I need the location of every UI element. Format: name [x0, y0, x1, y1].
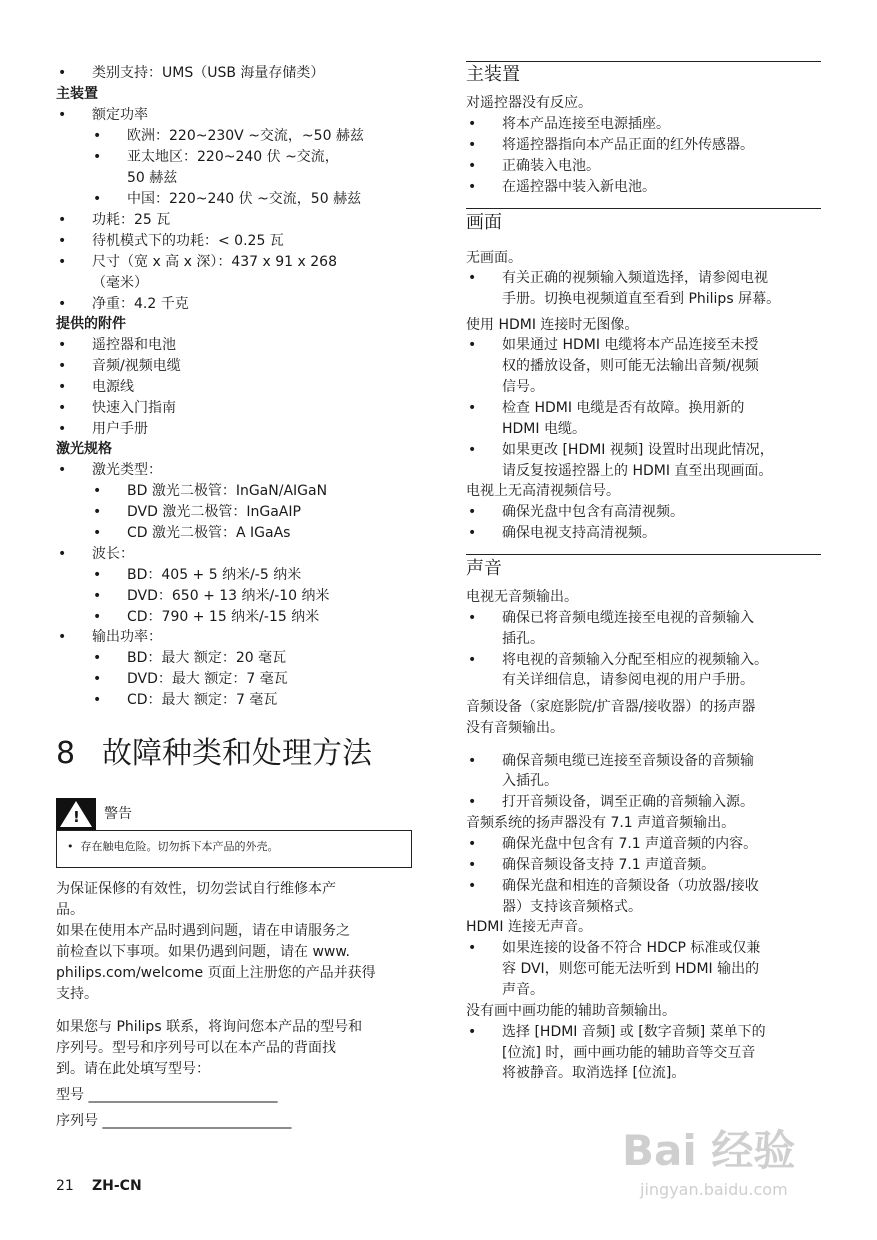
output-power-cd: • CD：最大 额定：7 毫瓦: [127, 690, 277, 710]
laser-type-cd: • CD 激光二极管：A IGaAs: [127, 523, 290, 543]
solution-item-cont: 器）支持该音频格式。: [502, 899, 642, 915]
issue-hdmi-no-sound: HDMI 连接无声音。: [466, 919, 592, 935]
solution-item-cont: 手册。切换电视频道直至看到 Philips 屏幕。: [502, 291, 781, 307]
chapter-number: 8: [56, 736, 76, 771]
net-weight: • 净重：4.2 千克: [92, 294, 189, 314]
model-number-field: 型号 ___________________________: [56, 1087, 278, 1103]
wavelength: • 波长：: [92, 544, 134, 564]
paragraph-warranty-cont: 品。: [56, 902, 84, 918]
solution-item: • 确保音频设备支持 7.1 声道音频。: [502, 855, 715, 875]
solution-item: • 确保光盘和相连的音频设备（功放器/接收: [502, 876, 759, 896]
warning-label: 警告: [104, 806, 132, 822]
solution-item: • 确保光盘中包含有 7.1 声道音频的内容。: [502, 834, 757, 854]
issue-tv-no-audio: 电视无音频输出。: [466, 589, 578, 605]
power-consumption: • 功耗：25 瓦: [92, 210, 170, 230]
issue-no-71-audio: 音频系统的扬声器没有 7.1 声道音频输出。: [466, 815, 736, 831]
paragraph-support: 如果在使用本产品时遇到问题，请在申请服务之: [56, 923, 350, 939]
section-rule: [466, 61, 821, 62]
issue-speaker-no-audio-cont: 没有音频输出。: [466, 720, 564, 736]
heading-main-unit-right: 主装置: [466, 64, 520, 85]
heading-accessories: 提供的附件: [56, 316, 126, 332]
solution-item: • 确保光盘中包含有高清视频。: [502, 502, 684, 522]
dimensions-unit: （毫米）: [92, 275, 148, 291]
output-power-dvd: • DVD：最大 额定：7 毫瓦: [127, 669, 288, 689]
paragraph-contact-cont: 序列号。型号和序列号可以在本产品的背面找: [56, 1040, 336, 1056]
solution-item-cont: 声音。: [502, 982, 544, 998]
output-power-bd: • BD：最大 额定：20 毫瓦: [127, 648, 286, 668]
laser-type-bd: • BD 激光二极管：InGaN/AIGaN: [127, 481, 327, 501]
solution-item: • 确保电视支持高清视频。: [502, 523, 656, 543]
paragraph-warranty: 为保证保修的有效性，切勿尝试自行维修本产: [56, 881, 336, 897]
solution-item-cont: 请反复按遥控器上的 HDMI 直至出现画面。: [502, 463, 773, 479]
solution-item: • 打开音频设备，调至正确的音频输入源。: [502, 792, 754, 812]
issue-no-picture: 无画面。: [466, 250, 522, 266]
laser-type-dvd: • DVD 激光二极管：InGaAIP: [127, 502, 301, 522]
page-number: 21: [56, 1178, 74, 1194]
chapter-title: 故障种类和处理方法: [102, 736, 372, 771]
solution-item-cont: 入插孔。: [502, 773, 558, 789]
solution-item-cont: 将被静音。取消选择 [位流]。: [502, 1065, 686, 1081]
accessory-item: • 电源线: [92, 377, 134, 397]
warning-box: [56, 830, 412, 868]
rated-power-ap: • 亚太地区：220~240 伏 ~交流，: [127, 147, 339, 167]
issue-pip-no-audio: 没有画中画功能的辅助音频输出。: [466, 1003, 676, 1019]
solution-item: • 有关正确的视频输入频道选择，请参阅电视: [502, 268, 768, 288]
paragraph-contact-cont: 到。请在此处填写型号：: [56, 1061, 210, 1077]
issue-hdmi-no-image: 使用 HDMI 连接时无图像。: [466, 317, 639, 333]
warning-icon: !: [56, 798, 96, 830]
issue-remote: 对遥控器没有反应。: [466, 95, 592, 111]
section-rule: [466, 554, 821, 555]
paragraph-support-cont: philips.com/welcome 页面上注册您的产品并获得: [56, 965, 376, 981]
standby-power: • 待机模式下的功耗：< 0.25 瓦: [92, 231, 284, 251]
laser-type: • 激光类型：: [92, 460, 162, 480]
accessory-item: • 用户手册: [92, 419, 148, 439]
solution-item-cont: [位流] 时，画中画功能的辅助音等交互音: [502, 1045, 756, 1061]
solution-item: • 将遥控器指向本产品正面的红外传感器。: [502, 135, 754, 155]
warning-text: • 存在触电危险。切勿拆下本产品的外壳。: [67, 840, 279, 853]
paragraph-support-cont: 前检查以下事项。如果仍遇到问题，请在 www.: [56, 944, 350, 960]
solution-item-cont: 容 DVI，则您可能无法听到 HDMI 输出的: [502, 961, 760, 977]
heading-sound: 声音: [466, 558, 502, 579]
solution-item: • 确保已将音频电缆连接至电视的音频输入: [502, 608, 754, 628]
solution-item-cont: 权的播放设备，则可能无法输出音频/视频: [502, 358, 759, 374]
solution-item: • 在遥控器中装入新电池。: [502, 177, 656, 197]
solution-item-cont: 信号。: [502, 379, 544, 395]
solution-item: • 确保音频电缆已连接至音频设备的音频输: [502, 751, 754, 771]
warning-header: [56, 798, 411, 830]
output-power: • 输出功率：: [92, 627, 162, 647]
rated-power-ap-cont: 50 赫兹: [127, 170, 178, 186]
paragraph-contact: 如果您与 Philips 联系，将询问您本产品的型号和: [56, 1019, 363, 1035]
solution-item-cont: HDMI 电缆。: [502, 421, 586, 437]
solution-item: • 如果通过 HDMI 电缆将本产品连接至未授: [502, 335, 758, 355]
rated-power: • 额定功率: [92, 105, 148, 125]
heading-picture: 画面: [466, 212, 502, 233]
solution-item: • 正确装入电池。: [502, 156, 600, 176]
wavelength-dvd: • DVD：650 + 13 纳米/-10 纳米: [127, 586, 330, 606]
watermark-logo: Bai 经验: [622, 1126, 796, 1175]
issue-no-hd-signal: 电视上无高清视频信号。: [466, 483, 620, 499]
left-line-ums: • 类别支持：UMS（USB 海量存储类）: [92, 63, 324, 83]
paragraph-support-cont: 支持。: [56, 986, 98, 1002]
rated-power-cn: • 中国：220~240 伏 ~交流，50 赫兹: [127, 189, 361, 209]
solution-item: • 选择 [HDMI 音频] 或 [数字音频] 菜单下的: [502, 1022, 766, 1042]
watermark-url: jingyan.baidu.com: [640, 1180, 788, 1199]
section-rule: [466, 208, 821, 209]
serial-number-field: 序列号 ___________________________: [56, 1113, 292, 1129]
solution-item: • 将电视的音频输入分配至相应的视频输入。: [502, 650, 768, 670]
heading-laser: 激光规格: [56, 441, 112, 457]
heading-main-unit-left: 主装置: [56, 86, 98, 102]
wavelength-cd: • CD：790 + 15 纳米/-15 纳米: [127, 607, 319, 627]
solution-item-cont: 插孔。: [502, 631, 544, 647]
accessory-item: • 遥控器和电池: [92, 335, 176, 355]
dimensions: • 尺寸（宽 x 高 x 深）：437 x 91 x 268: [92, 252, 337, 272]
solution-item: • 将本产品连接至电源插座。: [502, 114, 670, 134]
solution-item-cont: 有关详细信息，请参阅电视的用户手册。: [502, 672, 754, 688]
accessory-item: • 快速入门指南: [92, 398, 176, 418]
accessory-item: • 音频/视频电缆: [92, 356, 181, 376]
solution-item: • 如果更改 [HDMI 视频] 设置时出现此情况，: [502, 440, 774, 460]
solution-item: • 如果连接的设备不符合 HDCP 标准或仅兼: [502, 938, 760, 958]
issue-speaker-no-audio: 音频设备（家庭影院/扩音器/接收器）的扬声器: [466, 699, 756, 715]
solution-item: • 检查 HDMI 电缆是否有故障。换用新的: [502, 398, 744, 418]
wavelength-bd: • BD：405 + 5 纳米/-5 纳米: [127, 565, 301, 585]
language-code: ZH-CN: [92, 1178, 142, 1194]
rated-power-eu: • 欧洲：220~230V ~交流，~50 赫兹: [127, 126, 364, 146]
